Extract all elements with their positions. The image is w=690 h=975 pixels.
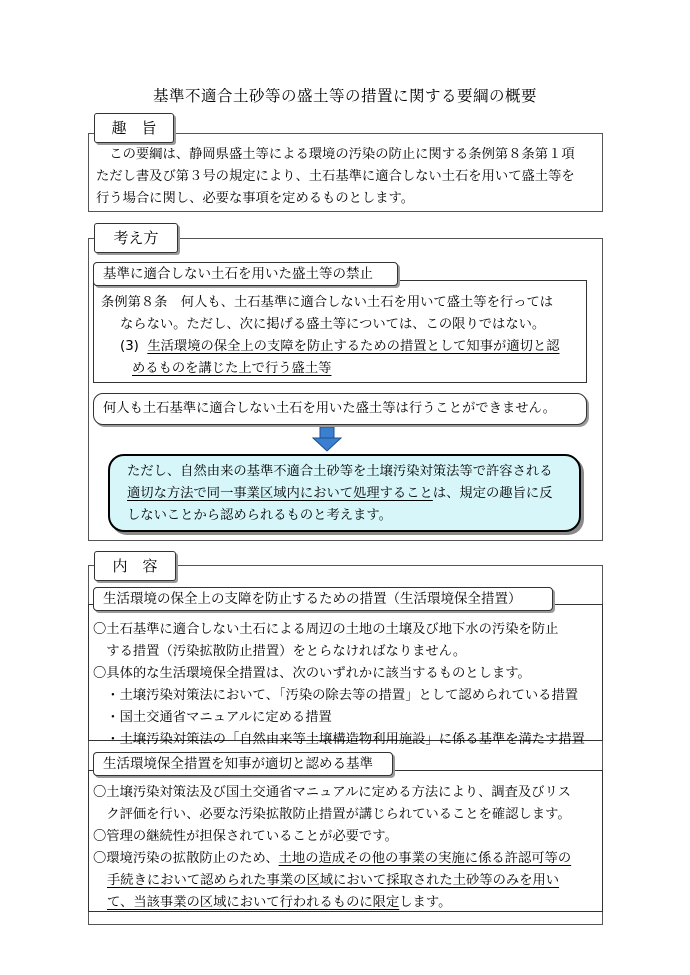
article-item-3-cont: めるものを講じた上で行う盛土等	[132, 361, 332, 376]
conclusion-rest: は、規定の趣旨に反	[432, 486, 553, 501]
down-arrow-icon	[311, 427, 343, 452]
approval-heading: 生活環境保全措置を知事が適切と認める基準	[93, 752, 393, 776]
content-tag: 内 容	[94, 551, 176, 581]
article-item-3	[120, 336, 560, 358]
conclusion-line: しないことから認められるものと考えます。	[127, 508, 392, 523]
item-text: 生活環境の保全上の支障を防止するための措置として知事が適切と認	[147, 339, 560, 354]
approval-line: 〇管理の継続性が担保されていることが必要です。	[93, 829, 398, 844]
measures-line: ・土壌汚染対策法において、「汚染の除去等の措置」として認められている措置	[93, 688, 579, 703]
page-title: 基準不適合土砂等の盛土等の措置に関する要綱の概要	[152, 87, 537, 105]
purpose-line: 行う場合に関し、必要な事項を定めるものとします。	[96, 191, 415, 206]
measures-box	[88, 604, 603, 747]
purpose-tag: 趣 旨	[94, 113, 174, 143]
purpose-line: ただし書及び第３号の規定により、土石基準に適合しない土石を用いて盛土等を	[96, 169, 575, 184]
approval-underlined: 手続きにおいて認められた事業の区域において採取された土砂等のみを用い	[107, 873, 560, 888]
approval-line: ク評価を行い、必要な汚染拡散防止措置が講じられていることを確認します。	[93, 807, 571, 822]
approval-underlined: 土地の造成その他の事業の実施に係る許認可等の	[278, 851, 572, 866]
approval-suffix: します。	[399, 895, 452, 910]
measures-line: ・土壌汚染対策法の「自然由来等土壌構造物利用施設」に係る基準を満たす措置	[93, 732, 585, 747]
approval-line	[93, 848, 571, 870]
article-box	[93, 280, 587, 383]
approval-line: 〇土壌汚染対策法及び国土交通省マニュアルに定める方法により、調査及びリス	[93, 785, 571, 800]
article-line: 条例第８条 何人も、土石基準に適合しない土石を用いて盛土等を行っては	[101, 295, 554, 310]
item-number: (3)	[120, 339, 139, 354]
conclusion-box	[108, 454, 581, 532]
purpose-line: この要綱は、静岡県盛土等による環境の汚染の防止に関する条例第８条第１項	[96, 147, 575, 162]
measures-line: 〇土石基準に適合しない土石による周辺の土地の土壌及び地下水の汚染を防止	[93, 622, 559, 637]
measures-heading: 生活環境の保全上の支障を防止するための措置（生活環境保全措置）	[93, 587, 553, 611]
measures-line: ・国土交通省マニュアルに定める措置	[93, 710, 332, 725]
approval-box	[88, 770, 603, 912]
conclusion-underlined: 適切な方法で同一事業区域内において処理すること	[127, 486, 433, 501]
approval-prefix: 〇環境汚染の拡散防止のため、	[93, 851, 279, 866]
prohibition-heading: 基準に適合しない土石を用いた盛土等の禁止	[93, 262, 398, 286]
measures-line: 〇具体的な生活環境保全措置は、次のいずれかに該当するものとします。	[93, 666, 531, 681]
measures-line: する措置（汚染拡散防止措置）をとらなければなりません。	[93, 644, 467, 659]
approval-line	[107, 892, 451, 914]
article-line: ならない。ただし、次に掲げる盛土等については、この限りではない。	[120, 317, 546, 332]
conclusion-line	[127, 483, 553, 505]
approval-underlined: て、当該事業の区域において行われるものに限定	[107, 895, 400, 910]
summary-statement: 何人も土石基準に適合しない土石を用いた盛土等は行うことができません。	[93, 393, 587, 425]
conclusion-line: ただし、自然由来の基準不適合土砂等を土壌汚染対策法等で許容される	[127, 464, 553, 479]
purpose-box	[88, 133, 603, 212]
approach-tag: 考え方	[94, 223, 178, 253]
